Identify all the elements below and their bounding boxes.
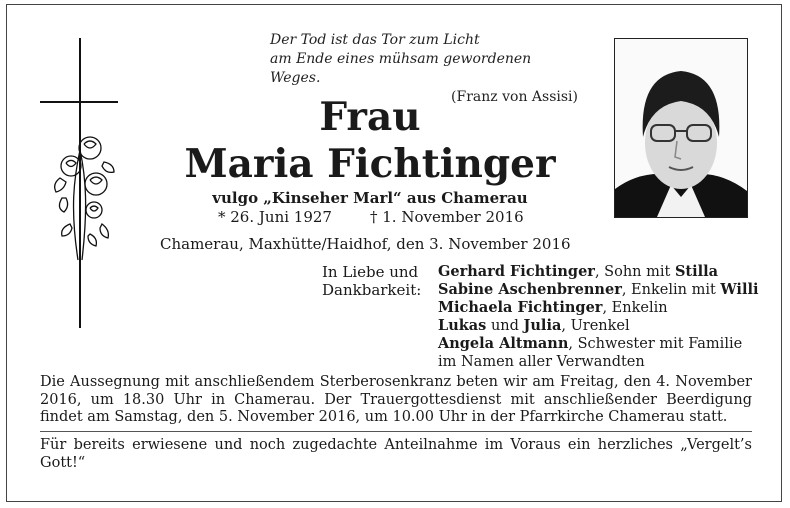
portrait-photo xyxy=(614,38,748,218)
cross-with-roses-icon xyxy=(38,38,120,328)
motto-author: (Franz von Assisi) xyxy=(451,89,578,105)
mourner-relation: und xyxy=(486,318,524,334)
divider xyxy=(40,431,752,432)
ceremony-text: Die Aussegnung mit anschließendem Sterberosenkranz beten wir am Freitag, den 4. November 2016, um 18.30 Uhr in Chamerau. Der Trauergottesdienst mit anschließender Beerdigung findet am Samstag, den 5. November 2016, um 10.00 Uhr in der Pfarrkirche Chamerau statt. xyxy=(40,374,752,425)
mourner-entry xyxy=(438,335,758,353)
motto-line-2: am Ende eines mühsam gewordenen Weges. xyxy=(270,51,532,86)
mourner-name: Gerhard Fichtinger xyxy=(438,263,595,280)
mourner-name: Sabine Aschenbrenner xyxy=(438,281,622,298)
mourner-entry xyxy=(438,353,758,371)
closing-text: Für bereits erwiesene und noch zugedachte Anteilnahme im Voraus ein herzliches „Vergelt’s Gott!“ xyxy=(40,437,752,471)
mourner-entry xyxy=(438,281,758,299)
thanks-label xyxy=(322,263,434,299)
mourner-entry xyxy=(438,263,758,281)
mourner-relation: , Urenkel xyxy=(561,318,630,334)
mourner-entry xyxy=(438,299,758,317)
thanks-label-line-1: In Liebe und xyxy=(322,263,419,281)
mourner-relation: im Namen aller Verwandten xyxy=(438,354,645,370)
life-dates xyxy=(210,207,530,227)
birth-date: * 26. Juni 1927 xyxy=(218,208,332,226)
place-and-date: Chamerau, Maxhütte/Haidhof, den 3. November 2016 xyxy=(160,235,571,253)
deceased-salutation: Frau xyxy=(319,94,421,140)
mourner-name: Julia xyxy=(523,317,562,334)
mourner-relation: , Schwester mit Familie xyxy=(568,336,743,352)
mourner-name: Michaela Fichtinger xyxy=(438,299,603,316)
mourner-name: Angela Altmann xyxy=(438,335,569,352)
deceased-name: Maria Fichtinger xyxy=(184,141,556,187)
mourners-list xyxy=(438,263,758,371)
mourner-relation: , Enkelin mit xyxy=(621,282,721,298)
mourner-name: Lukas xyxy=(438,317,487,334)
deceased-nickname: vulgo „Kinseher Marl“ aus Chamerau xyxy=(212,189,528,207)
death-date: † 1. November 2016 xyxy=(370,208,524,226)
mourner-relation: , Sohn mit xyxy=(594,264,675,280)
mourner-relation: , Enkelin xyxy=(602,300,668,316)
motto-line-1: Der Tod ist das Tor zum Licht xyxy=(270,32,480,48)
mourner-name: Stilla xyxy=(674,263,719,280)
thanks-label-line-2: Dankbarkeit: xyxy=(322,281,422,299)
mourner-entry xyxy=(438,317,758,335)
mourner-name: Willi xyxy=(720,281,759,298)
